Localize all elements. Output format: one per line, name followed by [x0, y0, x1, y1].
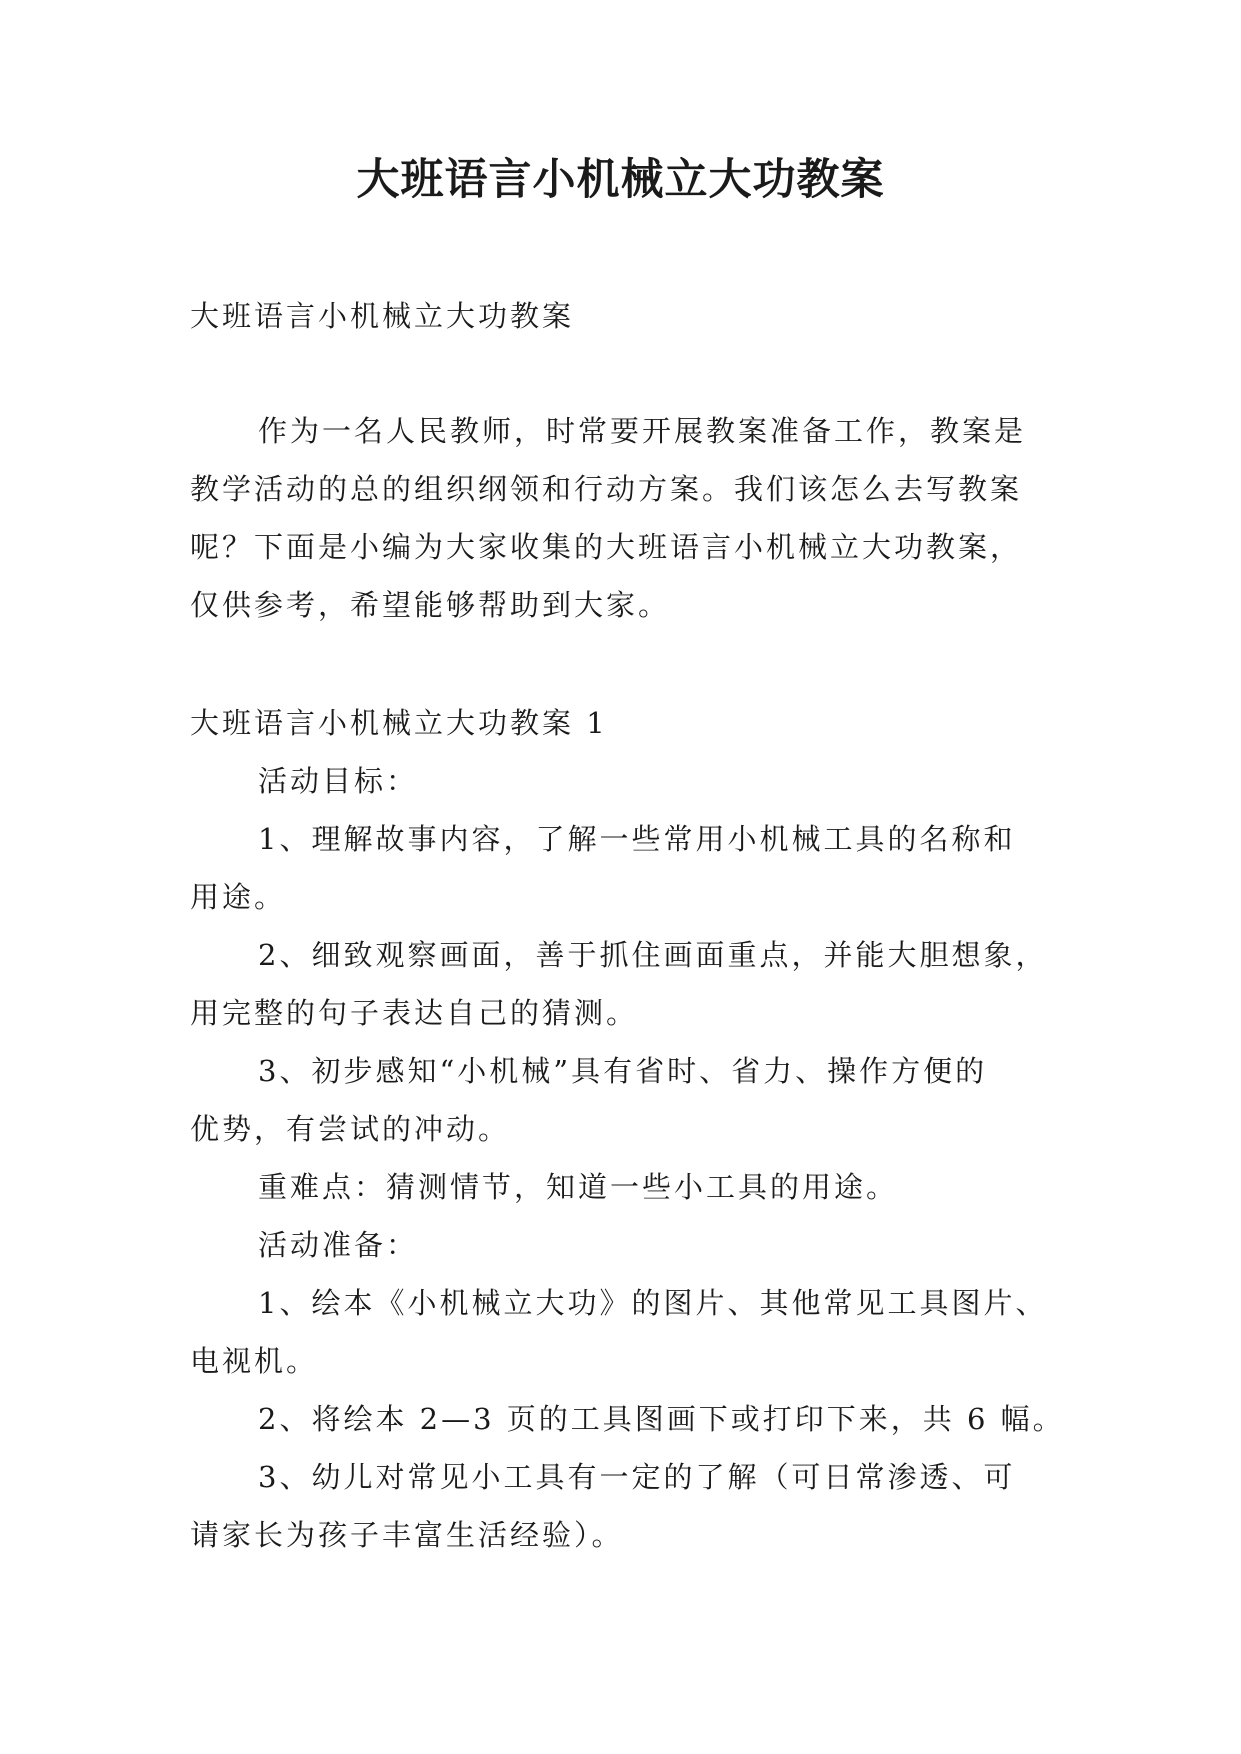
- intro-line: 教学活动的总的组织纲领和行动方案。我们该怎么去写教案: [190, 472, 1023, 506]
- prep-item-continued: 请家长为孩子丰富生活经验）。: [190, 1518, 624, 1552]
- goal-item: 3、初步感知“小机械”具有省时、省力、操作方便的: [258, 1054, 988, 1088]
- prep-item: 2、将绘本 2—3 页的工具图画下或打印下来，共 6 幅。: [258, 1402, 1065, 1436]
- document-subtitle: 大班语言小机械立大功教案: [190, 299, 575, 333]
- prep-item-continued: 电视机。: [190, 1344, 319, 1378]
- intro-line: 仅供参考，希望能够帮助到大家。: [190, 588, 671, 622]
- prep-item: 3、幼儿对常见小工具有一定的了解（可日常渗透、可: [258, 1460, 1016, 1494]
- intro-line: 呢？下面是小编为大家收集的大班语言小机械立大功教案，: [190, 530, 1023, 564]
- goal-item: 1、理解故事内容，了解一些常用小机械工具的名称和: [258, 822, 1016, 856]
- intro-paragraph: [190, 402, 1070, 634]
- intro-line: 作为一名人民教师，时常要开展教案准备工作，教案是: [258, 414, 1027, 448]
- lesson-plan-section: [190, 694, 1070, 1564]
- key-points: 重难点：猜测情节，知道一些小工具的用途。: [258, 1170, 899, 1204]
- goal-item-continued: 优势，有尝试的冲动。: [190, 1112, 511, 1146]
- goal-item-continued: 用完整的句子表达自己的猜测。: [190, 996, 639, 1030]
- goals-label: 活动目标：: [258, 764, 419, 798]
- prep-item: 1、绘本《小机械立大功》的图片、其他常见工具图片、: [258, 1286, 1048, 1320]
- goal-item-continued: 用途。: [190, 880, 287, 914]
- goal-item: 2、细致观察画面，善于抓住画面重点，并能大胆想象，: [258, 938, 1048, 972]
- prep-label: 活动准备：: [258, 1228, 419, 1262]
- document-title: 大班语言小机械立大功教案: [356, 155, 885, 205]
- section-heading: 大班语言小机械立大功教案 1: [190, 706, 608, 740]
